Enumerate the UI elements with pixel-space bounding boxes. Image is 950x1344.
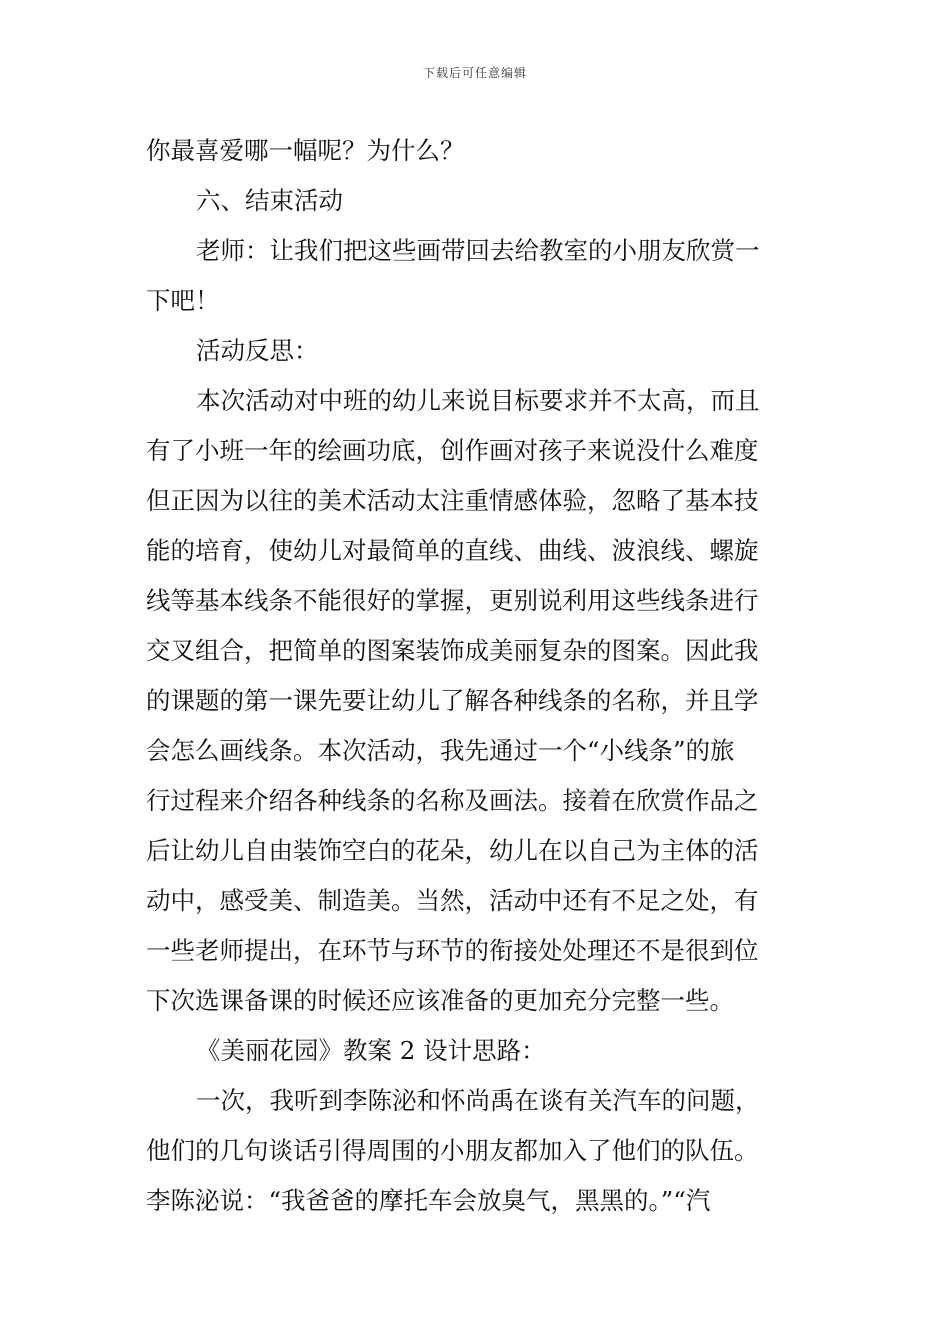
text-line: 交叉组合，把简单的图案装饰成美丽复杂的图案。因此我	[146, 636, 759, 665]
text-line: 会怎么画线条。本次活动，我先通过一个“小线条”的旅	[146, 736, 735, 765]
text-line: 行过程来介绍各种线条的名称及画法。接着在欣赏作品之	[146, 786, 759, 815]
text-line: 《美丽花园》教案 2 设计思路：	[196, 1036, 546, 1065]
text-line: 线等基本线条不能很好的掌握，更别说利用这些线条进行	[146, 586, 759, 615]
text-line: 的课题的第一课先要让幼儿了解各种线条的名称，并且学	[146, 686, 759, 715]
document-body	[146, 126, 808, 1226]
text-line: 六、结束活动	[196, 186, 343, 215]
text-line: 本次活动对中班的幼儿来说目标要求并不太高，而且	[196, 386, 760, 415]
page-header: 下载后可任意编辑	[422, 66, 527, 80]
text-line: 有了小班一年的绘画功底，创作画对孩子来说没什么难度	[146, 436, 759, 465]
text-line: 他们的几句谈话引得周围的小朋友都加入了他们的队伍。	[146, 1136, 759, 1165]
text-line: 动中，感受美、制造美。当然，活动中还有不足之处，有	[146, 886, 759, 915]
text-line: 李陈泌说：“我爸爸的摩托车会放臭气，黑黑的。”“汽	[146, 1186, 711, 1215]
text-line: 能的培育，使幼儿对最简单的直线、曲线、波浪线、螺旋	[146, 536, 759, 565]
text-line: 你最喜爱哪一幅呢？为什么？	[146, 136, 465, 165]
text-line: 后让幼儿自由装饰空白的花朵，幼儿在以自己为主体的活	[146, 836, 759, 865]
text-line: 老师：让我们把这些画带回去给教室的小朋友欣赏一	[196, 236, 760, 265]
text-line: 下次选课备课的时候还应该准备的更加充分完整一些。	[146, 986, 734, 1015]
text-line: 一些老师提出，在环节与环节的衔接处处理还不是很到位	[146, 936, 759, 965]
text-line: 但正因为以往的美术活动太注重情感体验，忽略了基本技	[146, 486, 759, 515]
text-line: 一次，我听到李陈泌和怀尚禹在谈有关汽车的问题，	[196, 1086, 760, 1115]
text-line: 下吧！	[146, 286, 220, 315]
text-line: 活动反思：	[196, 336, 319, 365]
